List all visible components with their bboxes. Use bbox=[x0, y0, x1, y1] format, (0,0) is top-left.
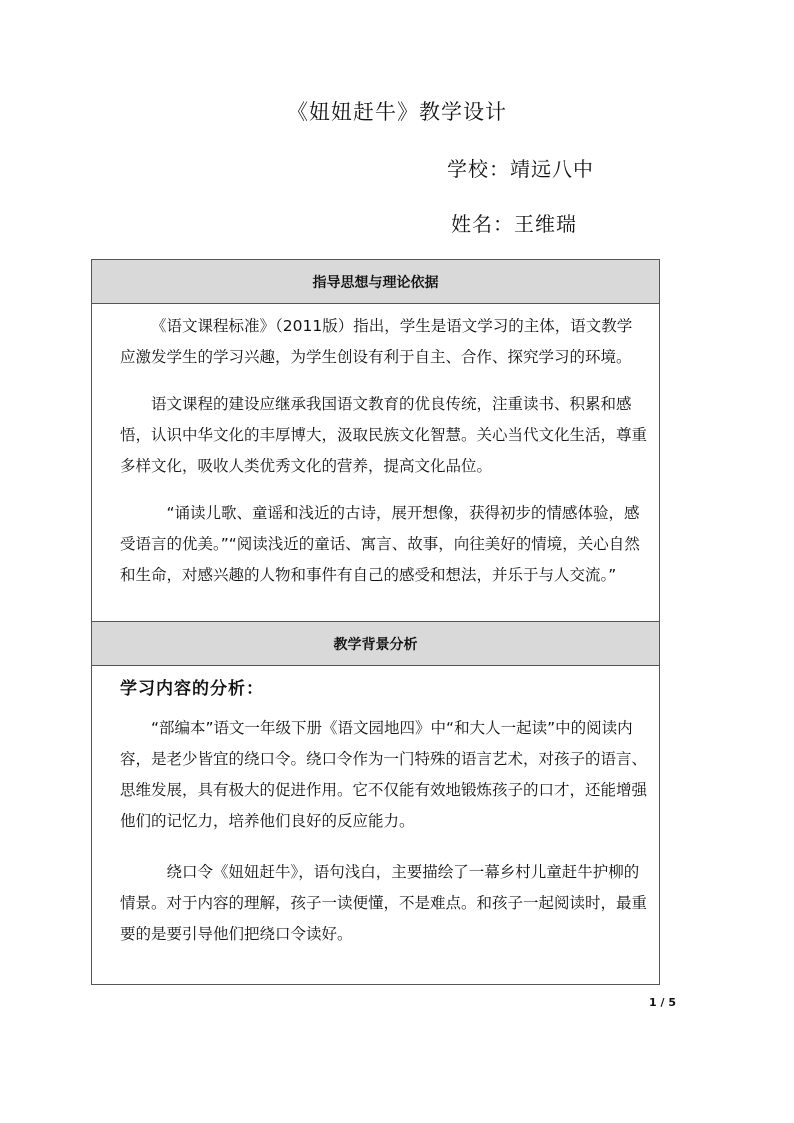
school-line: 学校：靖远八中 bbox=[447, 157, 594, 181]
guide-paragraph: “诵读儿歌、童谣和浅近的古诗，展开想像，获得初步的情感体验，感受语言的优美。”“阅读浅近的童话、寓言、故事，向往美好的情境，关心自然和生命，对感兴趣的人物和事件有自己的感受和想法，并乐于与人交流。” bbox=[120, 504, 640, 584]
page-number: 1 / 5 bbox=[649, 996, 676, 1009]
background-paragraph: 绕口令《妞妞赶牛》，语句浅白，主要描绘了一幕乡村儿童赶牛护柳的情景。对于内容的理解，孩子一读便懂，不是难点。和孩子一起阅读时，最重要的是要引导他们把绕口令读好。 bbox=[120, 863, 648, 943]
content-analysis-subheading: 学习内容的分析： bbox=[120, 679, 264, 699]
guide-section-heading: 指导思想与理论依据 bbox=[92, 260, 659, 304]
background-section-heading: 教学背景分析 bbox=[92, 622, 659, 666]
document-title: 《妞妞赶牛》教学设计 bbox=[287, 100, 507, 124]
guide-paragraph: 《语文课程标准》（2011版）指出，学生是语文学习的主体，语文教学应激发学生的学习兴趣，为学生创设有利于自主、合作、探究学习的环境。 bbox=[120, 317, 633, 366]
background-paragraph: “部编本”语文一年级下册《语文园地四》中“和大人一起读”中的阅读内容，是老少皆宜的绕口令。绕口令作为一门特殊的语言艺术，对孩子的语言、思维发展，具有极大的促进作用。它不仅能有效地锻炼孩子的口才，还能增强他们的记忆力，培养他们良好的反应能力。 bbox=[120, 719, 648, 830]
guide-paragraph: 语文课程的建设应继承我国语文教育的优良传统，注重读书、积累和感悟，认识中华文化的丰厚博大，汲取民族文化智慧。关心当代文化生活，尊重多样文化，吸收人类优秀文化的营养，提高文化品位。 bbox=[120, 395, 648, 475]
guide-section-body bbox=[92, 304, 659, 622]
design-table bbox=[91, 259, 660, 985]
author-line: 姓名：王维瑞 bbox=[451, 212, 577, 236]
background-section-body bbox=[92, 666, 659, 984]
